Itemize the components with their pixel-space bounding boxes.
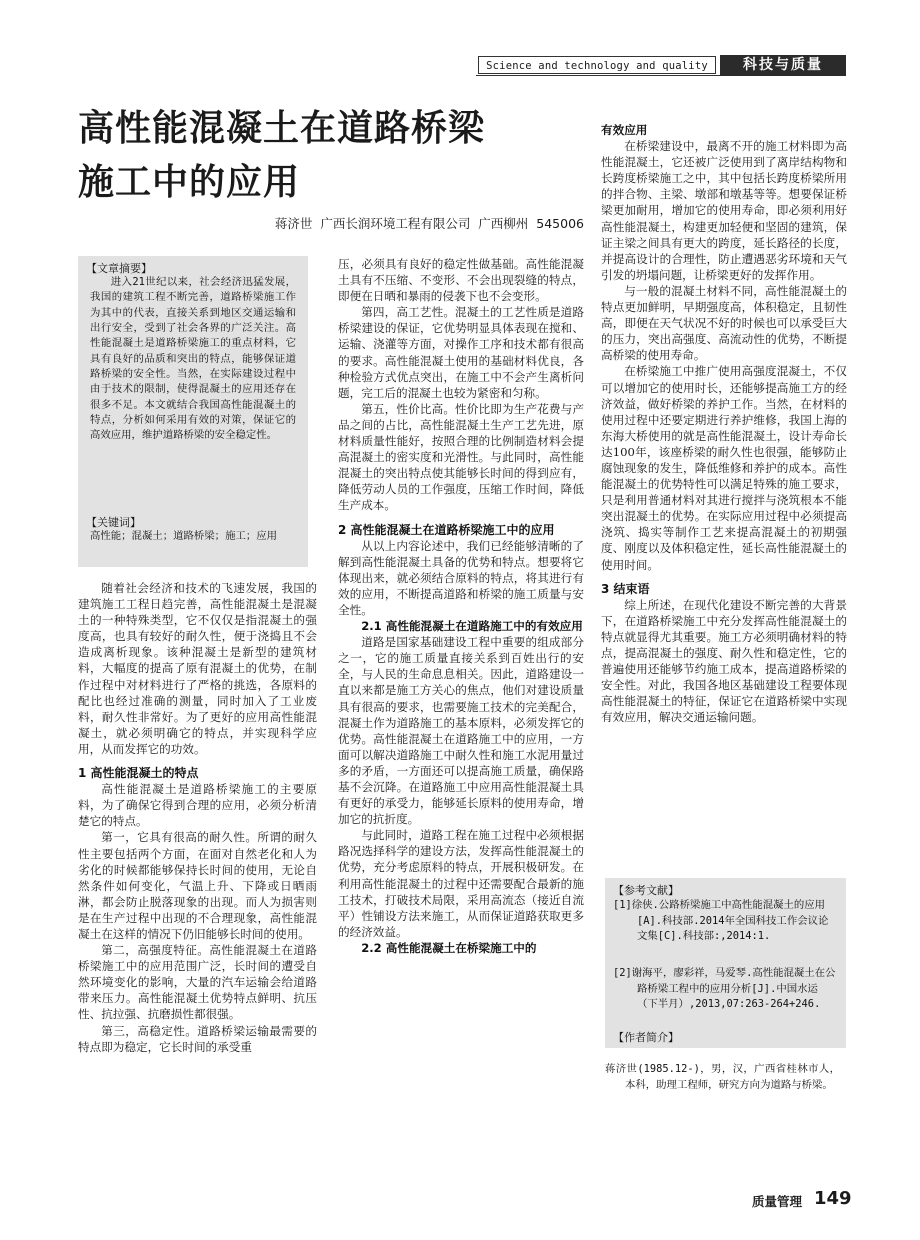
intro-paragraph: 随着社会经济和技术的飞速发展，我国的建筑施工工程日趋完善，高性能混凝土是混凝土的一种特殊类型，它不仅仅是指混凝土的强度高，也具有较好的耐久性，便于浇捣且不会造成离析现象。该种混凝土是新型的建筑材料，大幅度的提高了原有混凝土的优势，在制作过程中对材料进行了严格的挑选，各原料的配比也经过准确的测量，同时加入了工业废料，耐久性非常好。为了更好的应用高性能混凝土，就必须明确它的特点，并实现科学应用，从而发挥它的功效。 (78, 581, 317, 756)
keywords-text: 高性能；混凝土；道路桥梁；施工；应用 (90, 530, 278, 542)
section-2-1-heading: 2.1 高性能混凝土在道路施工中的有效应用 (361, 619, 583, 634)
author-bio-heading: 【作者简介】 (613, 1031, 679, 1044)
section-2-heading: 2 高性能混凝土在道路桥梁施工中的应用 (338, 522, 555, 537)
journal-name-cn: 科技与质量 (720, 55, 846, 76)
section-2-2-heading-continued: 有效应用 (601, 123, 648, 137)
section-3-paragraph: 综上所述，在现代化建设不断完善的大背景下，在道路桥梁施工中充分发挥高性能混凝土的特点就显得尤其重要。施工方必须明确材料的特点，提高混凝土的强度、耐久性和稳定性，它的普遍使用还能够节约施工成本，提高道路桥梁的安全性。对此，我国各地区基础建设工程要体现高性能混凝土的特征，保证它在道路桥梁中实现有效应用，解决交通运输问题。 (601, 597, 847, 725)
footer-journal-name: 质量管理 (752, 1194, 803, 1209)
section-2-1-paragraph: 道路是国家基础建设工程中重要的组成部分之一，它的施工质量直接关系到百姓出行的安全，与人民的生命息息相关。因此，道路建设一直以来都是施工方关心的焦点，他们对建设质量具有很高的要求，也需要施工技术的完美配合，混凝土作为道路施工的基本原料，必须发挥它的优势。高性能混凝土在道路施工中的应用，一方面可以解决道路施工中耐久性和施工水泥用量过多的矛盾，一方面还可以提高施工质量，确保路基不会沉降。在道路施工中应用高性能混凝土具有更好的承受力，能够延长原料的使用寿命，增加它的抗折度。 (338, 635, 584, 827)
page-number: 149 (814, 1188, 852, 1209)
abstract-box (78, 256, 308, 567)
section-1-paragraph: 第三，高稳定性。道路桥梁运输最需要的特点即为稳定，它长时间的承受重 (78, 1023, 317, 1054)
section-1-heading: 1 高性能混凝土的特点 (78, 766, 199, 781)
journal-name-en: Science and technology and quality (478, 56, 716, 74)
reference-item: [2]谢海平，廖彩祥，马爱琴.高性能混凝土在公路桥梁工程中的应用分析[J].中国水运（下半月）,2013,07:263-264+246. (613, 967, 836, 1011)
body-column-middle (338, 256, 584, 956)
section-1-paragraph: 第二，高强度特征。高性能混凝土在道路桥梁施工中的应用范围广泛，长时间的遭受自然环境变化的影响，大量的汽车运输会给道路带来压力。高性能混凝土优势特点鲜明、抗压性、抗拉强、抗磨损性都很强。 (78, 943, 317, 1022)
article-title-line-2: 施工中的应用 (78, 162, 301, 203)
reference-item: [1]徐侠.公路桥梁施工中高性能混凝土的应用[A].科技部.2014年全国科技工作会议论文集[C].科技部:,2014:1. (613, 899, 829, 943)
body-column-right (601, 122, 847, 725)
section-1-paragraph: 第四，高工艺性。混凝土的工艺性质是道路桥梁建设的保证，它优势明显具体表现在搅和、运输、浇灌等方面，对操作工序和技术都有很高的要求。高性能混凝土使用的基础材料优良，各种检验方式优点突出，在施工中不会产生离析问题，完工后的混凝土也较为紧密和匀称。 (338, 305, 584, 400)
section-2-2-paragraph: 与一般的混凝土材料不同，高性能混凝土的特点更加鲜明，早期强度高，体积稳定，且韧性高，即便在天气状况不好的时候也可以承受巨大的压力，突出高强度、高流动性的优势，不断提高桥梁的使用寿命。 (601, 283, 847, 363)
keywords-heading: 【关键词】 (86, 516, 141, 529)
section-2-2-heading: 2.2 高性能混凝土在桥梁施工中的 (361, 940, 537, 955)
abstract-heading: 【文章摘要】 (86, 262, 152, 275)
references-heading: 【参考文献】 (613, 884, 679, 897)
body-column-left (78, 580, 317, 1055)
section-1-paragraph: 第一，它具有很高的耐久性。所谓的耐久性主要包括两个方面，在面对自然老化和人为劣化的时候都能够保持长时间的使用，无论自然条件如何变化，气温上升、下降或日晒雨淋，都会防止脱落现象的出现。而人为损害则是在生产过程中出现的不合理现象，高性能混凝土在这样的情况下仍旧能够长时间的使用。 (78, 830, 317, 941)
abstract-text: 进入21世纪以来，社会经济迅猛发展，我国的建筑工程不断完善，道路桥梁施工作为其中的代表，直接关系到地区交通运输和出行安全，受到了社会各界的广泛关注。高性能混凝土是道路桥梁施工的重点材料，它具有良好的品质和突出的特点，能够保证道路桥梁的安全性。当然，在实际建设过程中由于技术的限制，使得混凝土的应用还存在很多不足。本文就结合我国高性能混凝土的特点，分析如何采用有效的对策，保证它的高效应用，维护道路桥梁的安全稳定性。 (90, 276, 296, 442)
author-byline: 蒋济世 广西长润环境工程有限公司 广西柳州 545006 (274, 216, 584, 231)
article-title-line-1: 高性能混凝土在道路桥梁 (78, 108, 486, 149)
section-1-paragraph: 高性能混凝土是道路桥梁施工的主要原料，为了确保它得到合理的应用，必须分析清楚它的特点。 (78, 782, 317, 829)
section-3-heading: 3 结束语 (601, 581, 650, 596)
section-1-paragraph: 第五，性价比高。性价比即为生产花费与产品之间的占比，高性能混凝土生产工艺先进，原材料质量性能好，按照合理的比例制造材料会提高混凝土的密实度和光滑性。与此同时，高性能混凝土的突出特点使其能够长时间的得到应有，降低劳动人员的工作强度，压缩工作时间，降低生产成本。 (338, 401, 584, 513)
references-box (605, 878, 846, 1048)
section-2-1-paragraph: 与此同时，道路工程在施工过程中必须根据路况选择科学的建设方法，发挥高性能混凝土的优势，充分考虑原料的特点，开展积极研发。在利用高性能混凝土的过程中还需要配合最新的施工技术，打破技术局限，采用高流态（接近自流平）性铺设方法来施工，从而保证道路获取更多的经济效益。 (338, 828, 584, 939)
section-1-paragraph: 压，必须具有良好的稳定性做基础。高性能混凝土具有不压缩、不变形、不会出现裂缝的特点，即便在日晒和暴雨的侵袭下也不会变形。 (338, 257, 584, 304)
section-2-paragraph: 从以上内容论述中，我们已经能够清晰的了解到高性能混凝土具备的优势和特点。想要将它体现出来，就必须结合原料的特点，将其进行有效的应用，不断提高道路和桥梁的施工质量与安全性。 (338, 538, 584, 617)
section-2-2-paragraph: 在桥梁建设中，最离不开的施工材料即为高性能混凝土，它还被广泛使用到了离岸结构物和长跨度桥梁施工之中，其中包括长跨度桥梁所用的拌合物、主梁、墩部和墩基等等。想要保证桥梁更加耐用，增加它的使用寿命，即必须利用好高性能混凝土，构建更加轻便和坚固的建筑，保证主梁之间具有更大的跨度，延长路径的长度，并提高设计的合理性，防止遭遇恶劣环境和天气引发的坍塌问题，让桥梁更好的发挥作用。 (601, 139, 847, 282)
author-bio-text: 蒋济世(1985.12-)，男，汉，广西省桂林市人，本科，助理工程师，研究方向为道路与桥梁。 (605, 1063, 840, 1091)
section-2-2-paragraph: 在桥梁施工中推广使用高强度混凝土，不仅可以增加它的使用时长，还能够提高施工方的经济效益，做好桥梁的养护工作。当然，在材料的使用过程中还要定期进行养护维修，我国上海的东海大桥使用的就是高性能混凝土，设计寿命长达100年，该座桥梁的耐久性也很强，能够防止腐蚀现象的发生，降低维修和养护的成本。高性能混凝土的优势特性可以满足特殊的施工要求，只是利用普通材料对其进行搅拌与浇筑根本不能突出混凝土的优势。在实际应用过程中必须提高浇筑、捣实等制作工艺来提高混凝土的初期强度、刚度以及体积稳定性，延长高性能混凝土的使用时间。 (601, 364, 847, 572)
